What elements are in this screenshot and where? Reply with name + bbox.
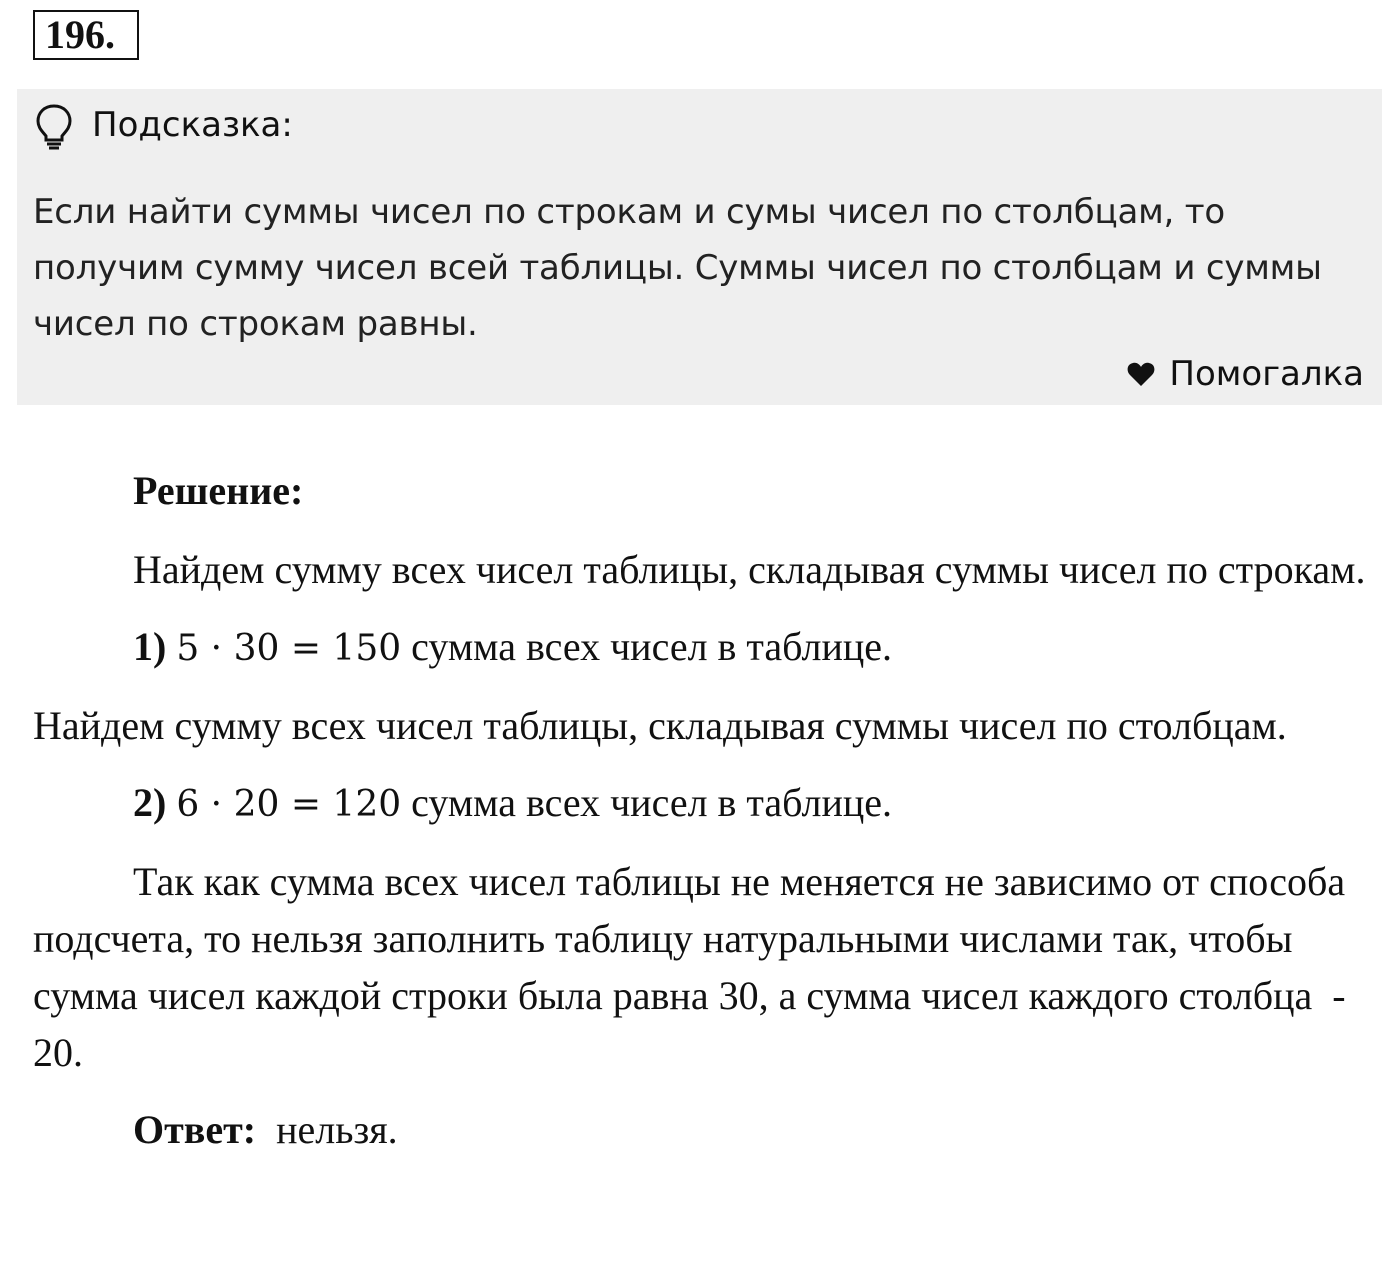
step-1-label: 1) xyxy=(133,624,167,669)
solution-step-1 xyxy=(33,618,1373,677)
solution xyxy=(33,462,1373,1158)
problem-number xyxy=(33,10,139,60)
step-2-text: сумма всех чисел в таблице. xyxy=(401,780,893,825)
hint-text: Если найти суммы чисел по строкам и сумы чисел по столбцам, то получим сумму чисел всей таблицы. Суммы чисел по столбцам и суммы чисел по строкам равны. xyxy=(33,192,1322,344)
step-1-math: 5 · 30 = 150 xyxy=(176,628,402,669)
solution-heading: Решение: xyxy=(133,468,304,513)
problem-number-text: 196. xyxy=(45,12,115,57)
lightbulb-icon xyxy=(34,103,74,151)
solution-step-2 xyxy=(33,774,1373,833)
hint-title: Подсказка: xyxy=(92,105,293,145)
step-1-text: сумма всех чисел в таблице. xyxy=(401,624,893,669)
heart-icon xyxy=(1127,361,1155,387)
solution-paragraph-1: Найдем сумму всех чисел таблицы, складывая суммы чисел по строкам. xyxy=(133,547,1366,592)
solution-paragraph-2: Найдем сумму всех чисел таблицы, складывая суммы чисел по столбцам. xyxy=(33,703,1287,748)
answer-label: Ответ: xyxy=(133,1107,257,1152)
hint-credit[interactable] xyxy=(1127,354,1364,394)
step-2-label: 2) xyxy=(133,780,167,825)
step-2-math: 6 · 20 = 120 xyxy=(176,784,402,825)
solution-conclusion: Так как сумма всех чисел таблицы не меняется не зависимо от способа подсчета, то нельзя заполнить таблицу натуральными числами так, чтобы сумма чисел каждой строки была равна 30, а сумма чисел каждого столбца - 20. xyxy=(33,859,1366,1075)
hint-credit-label: Помогалка xyxy=(1169,354,1364,394)
answer-text: нельзя. xyxy=(276,1107,398,1152)
hint-box xyxy=(17,89,1382,405)
solution-answer xyxy=(33,1101,1373,1158)
